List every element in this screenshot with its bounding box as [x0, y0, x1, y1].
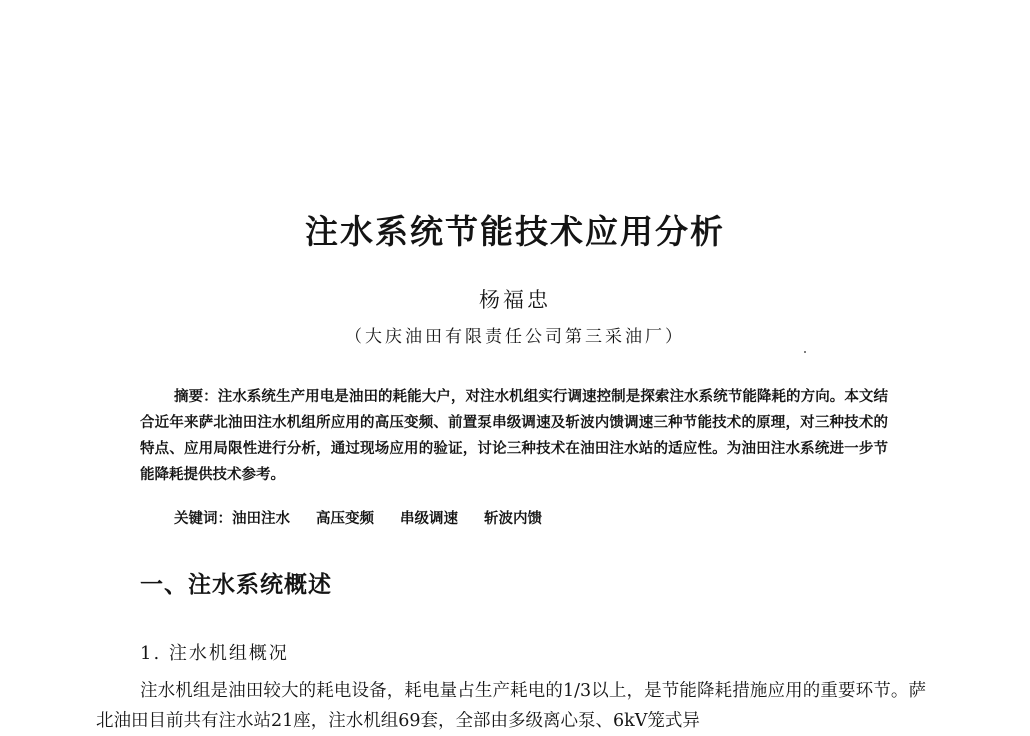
paper-title: 注水系统节能技术应用分析: [305, 212, 725, 251]
scan-speck: [804, 351, 806, 353]
abstract-label: 摘要：: [174, 389, 218, 405]
keyword: 串级调速: [400, 511, 458, 527]
abstract-paragraph: [140, 384, 888, 488]
subsection-heading: 1. 注水机组概况: [140, 643, 289, 664]
body-text: [96, 676, 926, 736]
body-paragraph: 注水机组是油田较大的耗电设备，耗电量占生产耗电的1/3以上，是节能降耗措施应用的重要环节。萨北油田目前共有注水站21座，注水机组69套，全部由多级离心泵、6kV笼式异: [96, 681, 926, 731]
keyword: 油田注水: [232, 511, 290, 527]
abstract: [140, 384, 888, 488]
keywords-label: 关键词：: [174, 511, 232, 527]
author-affiliation: （大庆油田有限责任公司第三采油厂）: [345, 327, 685, 347]
author-name: 杨福忠: [479, 288, 551, 312]
section-heading: 一、注水系统概述: [140, 572, 332, 598]
keywords-line: [174, 507, 568, 528]
keyword: 高压变频: [316, 511, 374, 527]
abstract-text: 注水系统生产用电是油田的耗能大户，对注水机组实行调速控制是探索注水系统节能降耗的方向。本文结合近年来萨北油田注水机组所应用的高压变频、前置泵串级调速及斩波内馈调速三种节能技术的原理，对三种技术的特点、应用局限性进行分析，通过现场应用的验证，讨论三种技术在油田注水站的适应性。为油田注水系统进一步节能降耗提供技术参考。: [140, 389, 888, 483]
keyword: 斩波内馈: [484, 511, 542, 527]
